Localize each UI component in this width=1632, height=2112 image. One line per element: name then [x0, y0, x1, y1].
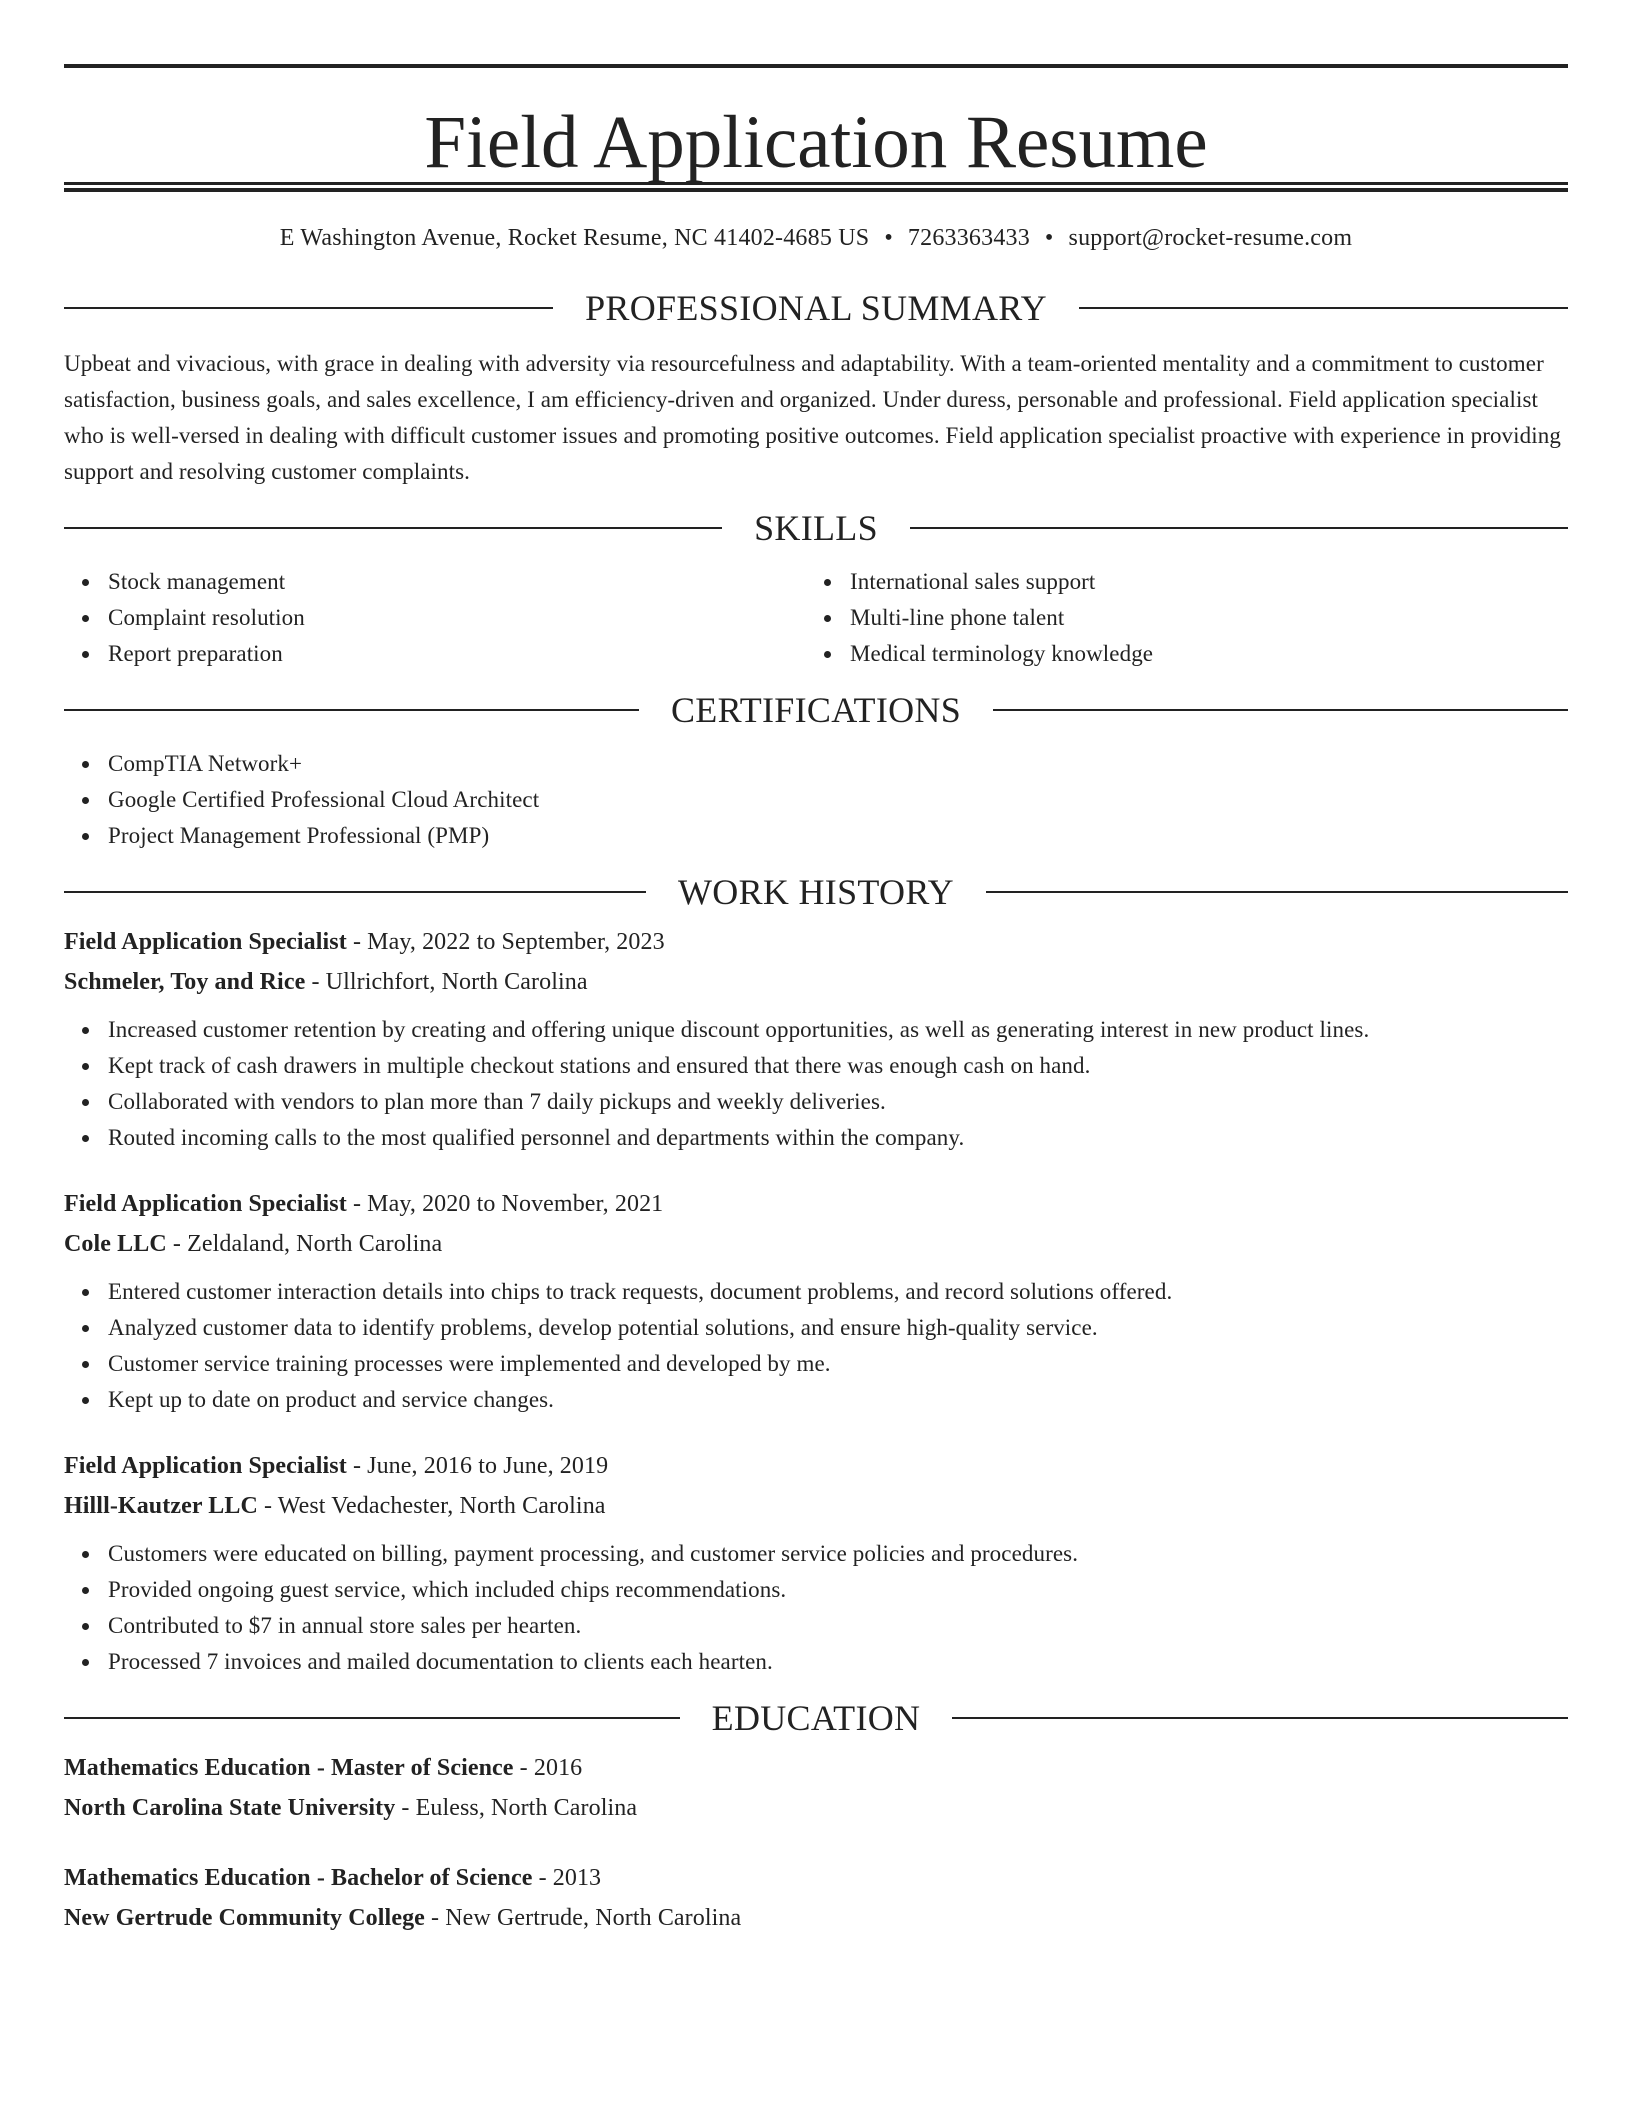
work-entry	[64, 922, 1568, 1156]
certification-item: Project Management Professional (PMP)	[108, 818, 1568, 854]
job-title: Field Application Specialist	[64, 1453, 347, 1479]
skills-heading-label: SKILLS	[754, 508, 878, 548]
job-title: Field Application Specialist	[64, 1191, 347, 1217]
job-title-line	[64, 922, 1568, 962]
job-bullet: Increased customer retention by creating and offering unique discount opportunities, as well as generating interest in new product lines.	[108, 1012, 1568, 1048]
job-location: - West Vedachester, North Carolina	[257, 1493, 606, 1519]
certifications-heading-label: CERTIFICATIONS	[670, 690, 962, 730]
contact-address: E Washington Avenue, Rocket Resume, NC 41402-4685 US	[279, 225, 870, 251]
heading-rule	[910, 527, 1568, 529]
skill-item: Medical terminology knowledge	[850, 636, 1548, 672]
education-degree: Mathematics Education - Master of Science	[64, 1755, 514, 1781]
education-school: North Carolina State University	[64, 1795, 396, 1821]
job-bullet: Routed incoming calls to the most qualified personnel and departments within the company.	[108, 1120, 1568, 1156]
heading-rule	[64, 307, 553, 309]
summary-heading	[64, 284, 1568, 332]
education-location: - New Gertrude, North Carolina	[424, 1905, 742, 1931]
job-dates: - May, 2020 to November, 2021	[346, 1191, 664, 1217]
education-year: - 2016	[513, 1755, 583, 1781]
education-entry	[64, 1748, 1568, 1828]
summary-heading-label: PROFESSIONAL SUMMARY	[585, 288, 1047, 328]
job-title-line	[64, 1446, 1568, 1486]
job-location: - Zeldaland, North Carolina	[166, 1231, 443, 1257]
heading-rule	[952, 1717, 1568, 1719]
job-bullet: Customer service training processes were implemented and developed by me.	[108, 1346, 1568, 1382]
skill-item: Stock management	[108, 564, 806, 600]
heading-rule	[64, 709, 639, 711]
job-bullet: Collaborated with vendors to plan more than 7 daily pickups and weekly deliveries.	[108, 1084, 1568, 1120]
education-degree: Mathematics Education - Bachelor of Science	[64, 1865, 533, 1891]
job-location: - Ullrichfort, North Carolina	[305, 969, 588, 995]
education-degree-line	[64, 1748, 1568, 1788]
contact-phone: 7263363433	[907, 225, 1030, 251]
heading-rule	[64, 1717, 680, 1719]
education-entry	[64, 1858, 1568, 1938]
heading-rule	[1079, 307, 1568, 309]
skill-item: Complaint resolution	[108, 600, 806, 636]
job-bullet: Analyzed customer data to identify problems, develop potential solutions, and ensure high-quality service.	[108, 1310, 1568, 1346]
skills-list	[64, 564, 1568, 672]
job-bullet: Customers were educated on billing, payment processing, and customer service policies and procedures.	[108, 1536, 1568, 1572]
contact-email: support@rocket-resume.com	[1068, 225, 1353, 251]
heading-rule	[64, 527, 722, 529]
work-entry	[64, 1184, 1568, 1418]
heading-rule	[986, 891, 1568, 893]
education-heading-label: EDUCATION	[711, 1698, 921, 1738]
resume-title: Field Application Resume	[424, 101, 1208, 184]
job-bullet: Provided ongoing guest service, which included chips recommendations.	[108, 1572, 1568, 1608]
job-company: Hilll-Kautzer LLC	[64, 1493, 258, 1519]
work-heading	[64, 868, 1568, 916]
education-location: - Euless, North Carolina	[395, 1795, 638, 1821]
work-entry	[64, 1446, 1568, 1680]
certification-item: Google Certified Professional Cloud Architect	[108, 782, 1568, 818]
job-company-line	[64, 1224, 1568, 1264]
education-school-line	[64, 1898, 1568, 1938]
education-degree-line	[64, 1858, 1568, 1898]
certifications-heading	[64, 686, 1568, 734]
education-year: - 2013	[532, 1865, 602, 1891]
contact-line	[64, 222, 1568, 254]
job-bullet: Processed 7 invoices and mailed documentation to clients each hearten.	[108, 1644, 1568, 1680]
job-company: Cole LLC	[64, 1231, 167, 1257]
job-bullet: Contributed to $7 in annual store sales per hearten.	[108, 1608, 1568, 1644]
job-company-line	[64, 962, 1568, 1002]
certifications-list	[64, 746, 1568, 854]
education-school: New Gertrude Community College	[64, 1905, 425, 1931]
job-title-line	[64, 1184, 1568, 1224]
skills-column-right	[806, 564, 1548, 672]
job-company: Schmeler, Toy and Rice	[64, 969, 306, 995]
job-bullet: Kept track of cash drawers in multiple checkout stations and ensured that there was enough cash on hand.	[108, 1048, 1568, 1084]
skill-item: Report preparation	[108, 636, 806, 672]
certification-item: CompTIA Network+	[108, 746, 1568, 782]
job-dates: - May, 2022 to September, 2023	[346, 929, 665, 955]
skills-column-left	[64, 564, 806, 672]
skill-item: International sales support	[850, 564, 1548, 600]
summary-text: Upbeat and vivacious, with grace in dealing with adversity via resourcefulness and adaptability. With a team-oriented mentality and a commitment to customer satisfaction, business goals, and sales excellence, I am efficiency-driven and organized. Under duress, personable and professional. Field application specialist who is well-versed in dealing with difficult customer issues and promoting positive outcomes. Field application specialist proactive with experience in providing support and resolving customer complaints.	[64, 351, 1561, 484]
resume-page	[64, 64, 1568, 1938]
education-school-line	[64, 1788, 1568, 1828]
contact-separator: •	[884, 225, 893, 251]
heading-rule	[993, 709, 1568, 711]
skill-item: Multi-line phone talent	[850, 600, 1548, 636]
contact-separator: •	[1044, 225, 1054, 251]
job-title: Field Application Specialist	[64, 929, 347, 955]
work-heading-label: WORK HISTORY	[678, 872, 954, 912]
job-bullet: Kept up to date on product and service changes.	[108, 1382, 1568, 1418]
education-heading	[64, 1694, 1568, 1742]
job-dates: - June, 2016 to June, 2019	[346, 1453, 609, 1479]
job-bullet: Entered customer interaction details into chips to track requests, document problems, and record solutions offered.	[108, 1274, 1568, 1310]
job-company-line	[64, 1486, 1568, 1526]
heading-rule	[64, 891, 646, 893]
skills-heading	[64, 504, 1568, 552]
